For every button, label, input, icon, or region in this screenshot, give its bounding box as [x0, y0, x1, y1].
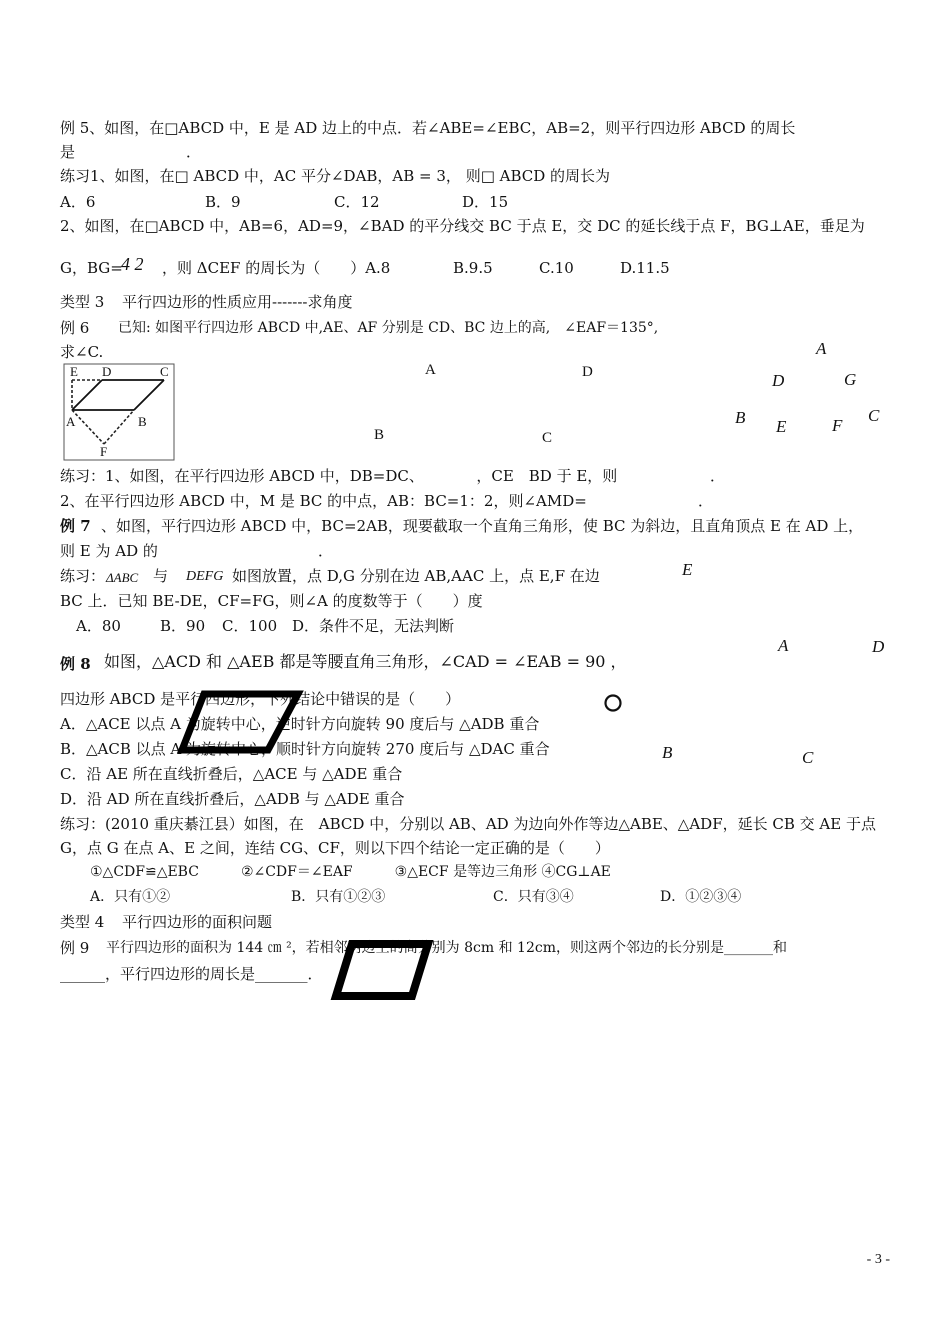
fig3-label-d: D [772, 371, 785, 390]
practice2-line-1: 2、如图，在□ABCD 中，AB=6，AD=9，∠BAD 的平分线交 BC 于点 E，交 DC 的延长线于点 F，BG⊥AE，垂足为 [60, 217, 865, 235]
ex5-line-2-end: ． [186, 143, 202, 161]
ex8-option-a: A．△ACE 以点 A 为旋转中心，逆时针方向旋转 90 度后与 △ADB 重合 [60, 715, 540, 733]
fig1-label-a: A [66, 414, 76, 429]
ex9-label: 例 9 [60, 939, 90, 957]
practice8-option-b: B．只有①②③ [291, 889, 386, 905]
practice8-option-a: A．只有①② [90, 889, 171, 905]
practice7-prefix: 练习： [60, 567, 106, 585]
ex9-line-2: ______，平行四边形的周长是_______． [60, 965, 323, 983]
ex6-line-1: 已知: 如图平行四边形 ABCD 中,AE、AF 分别是 CD、BC 边上的高, ∠EAF＝135°, [118, 320, 659, 336]
practice2-line-2a: G，BG= [60, 259, 123, 277]
ex6-label: 例 6 [60, 319, 90, 337]
practice-ex6-1-end: ． [710, 467, 726, 485]
fig5-label-a: A [778, 636, 789, 655]
practice8-option-d: D．①②③④ [660, 889, 742, 905]
practice7-line-2: BC 上．已知 BE-DE，CF=FG，则∠A 的度数等于（ ）度 [60, 592, 483, 610]
circle-icon [604, 694, 624, 714]
practice1-option-c: C．12 [334, 193, 380, 211]
parallelogram-shape-1 [176, 690, 304, 760]
ex7-line-2-end: ． [318, 542, 334, 560]
ex8-option-d: D．沿 AD 所在直线折叠后，△ADB 与 △ADE 重合 [60, 790, 405, 808]
ex5-line-1: 例 5、如图，在□ABCD 中，E 是 AD 边上的中点．若∠ABE=∠EBC，AB=2，则平行四边形 ABCD 的周长 [60, 119, 796, 137]
fig3-label-a: A [816, 339, 827, 358]
ex8-line-1: 如图，△ACD 和 △AEB 都是等腰直角三角形，∠CAD = ∠EAB = 90 ， [104, 652, 627, 671]
practice7-and: 与 [153, 567, 169, 585]
practice8-line-2: G，点 G 在点 A、E 之间，连结 CG、CF，则以下四个结论一定正确的是（ ） [60, 839, 610, 857]
fig2-label-d: D [582, 364, 593, 380]
practice7-option-d: D．条件不足，无法判断 [292, 617, 455, 635]
type3-label: 类型 3 [60, 293, 105, 311]
practice2-option-c: C.10 [539, 259, 574, 277]
practice2-option-b: B.9.5 [453, 259, 493, 277]
type4-label: 类型 4 [60, 913, 105, 931]
ex7-label: 例 7 [60, 517, 91, 535]
fig1-label-b: B [138, 414, 147, 429]
fig3-label-g: G [844, 370, 857, 389]
fig1-label-c: C [160, 364, 169, 379]
practice8-option-c: C．只有③④ [493, 889, 574, 905]
ex8-line-2: 四边形 ABCD 是平行四边形，下列结论中错误的是（ ） [60, 690, 461, 708]
practice7-square: DEFG [186, 569, 224, 584]
fig5-label-c: C [802, 748, 814, 767]
fig4-label-e: E [682, 560, 693, 579]
type4-title: 平行四边形的面积问题 [122, 913, 273, 931]
practice2-line-2b: ，则 ΔCEF 的周长为（ ）A.8 [162, 259, 391, 277]
practice7-option-b: B．90 [160, 617, 206, 635]
practice7-option-a: A．80 [76, 617, 121, 635]
fig3-label-c: C [868, 406, 880, 425]
fig3-label-b: B [735, 408, 746, 427]
ex8-label: 例 8 [60, 655, 91, 673]
practice-ex6-2-end: ． [698, 492, 714, 510]
fig5-label-b: B [662, 743, 673, 762]
practice2-option-d: D.11.5 [620, 259, 670, 277]
fig3-label-f: F [832, 416, 843, 435]
practice2-sqrt-value: 4 2 [121, 254, 144, 274]
ex8-option-c: C．沿 AE 所在直线折叠后，△ACE 与 △ADE 重合 [60, 765, 403, 783]
figure-parallelogram-heights [64, 364, 174, 460]
practice7-line-1: 如图放置，点 D,G 分别在边 AB,AAC 上，点 E,F 在边 [232, 567, 600, 585]
fig1-label-d: D [102, 364, 112, 379]
ex7-line-1: 、如图，平行四边形 ABCD 中，BC=2AB，现要截取一个直角三角形，使 BC 为斜边，且直角顶点 E 在 AD 上， [101, 517, 864, 535]
page-number: - 3 - [866, 1252, 890, 1267]
fig5-label-d: D [872, 637, 885, 656]
practice1-question: 练习1、如图，在□ ABCD 中，AC 平分∠DAB，AB = 3， 则□ ABCD 的周长为 [60, 167, 611, 185]
practice7-triangle: ΔABC [106, 570, 139, 585]
parallelogram-shape-2 [332, 938, 436, 1004]
fig1-label-e: E [70, 364, 78, 379]
type3-title: 平行四边形的性质应用-------求角度 [122, 293, 353, 311]
ex8-option-b: B．△ACB 以点 A 为旋转中心，顺时针方向旋转 270 度后与 △DAC 重合 [60, 740, 550, 758]
ex5-line-2: 是 [60, 143, 76, 161]
practice1-option-a: A．6 [60, 193, 96, 211]
practice-ex6-1: 练习：1、如图，在平行四边形 ABCD 中，DB=DC、 ，CE BD 于 E，则 [60, 467, 618, 485]
fig2-label-b: B [374, 427, 385, 443]
fig3-label-e: E [776, 417, 787, 436]
fig2-label-c: C [542, 430, 553, 446]
practice7-option-c: C．100 [222, 617, 278, 635]
ex6-line-2: 求∠C. [60, 343, 104, 361]
practice-ex6-2: 2、在平行四边形 ABCD 中，M 是 BC 的中点，AB：BC=1：2，则∠AMD= [60, 492, 587, 510]
practice8-line-1: 练习：(2010 重庆綦江县）如图，在 ABCD 中，分别以 AB、AD 为边向外作等边△ABE、△ADF，延长 CB 交 AE 于点 [60, 815, 876, 833]
fig1-label-f: F [100, 444, 108, 459]
ex7-line-2: 则 E 为 AD 的 [60, 542, 158, 560]
practice8-conclusions: ①△CDF≌△EBC ②∠CDF＝∠EAF ③△ECF 是等边三角形 ④CG⊥AE [90, 864, 611, 880]
practice1-option-b: B．9 [205, 193, 241, 211]
fig2-label-a: A [425, 362, 436, 378]
ex9-line-1: 平行四边形的面积为 144 ㎝ ²，若相邻两边上的高分别为 8cm 和 12cm，则这两个邻边的长分别是_______和 [106, 940, 787, 956]
practice1-option-d: D．15 [462, 193, 509, 211]
